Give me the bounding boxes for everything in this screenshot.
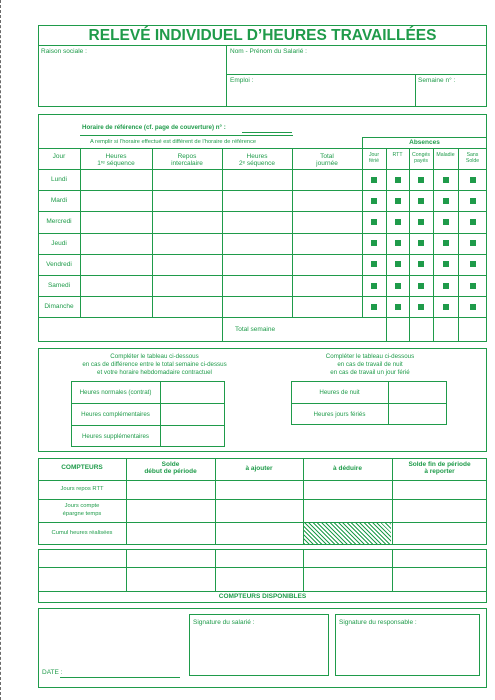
compteur-value-cell[interactable] — [304, 500, 391, 521]
night-holiday-row-label: Heures jours fériés — [313, 411, 366, 418]
absence-checkbox[interactable] — [418, 198, 424, 204]
absence-checkbox[interactable] — [443, 240, 449, 246]
compteurs-disponibles-label: COMPTEURS DISPONIBLES — [218, 593, 307, 600]
hours-cell[interactable] — [223, 234, 291, 253]
compteur-value-cell[interactable] — [216, 500, 302, 521]
hours-cell[interactable] — [81, 191, 151, 210]
absence-col-header: Maladie — [436, 152, 455, 158]
hours-cell[interactable] — [223, 170, 291, 189]
horaire-note: A remplir si l’horaire effectué est différent de l’horaire de référence — [90, 139, 257, 145]
difference-row-label: Heures normales (contrat) — [79, 389, 152, 396]
hours-cell[interactable] — [293, 212, 361, 231]
absence-col-header: RTT — [392, 152, 403, 158]
difference-row-label: Heures supplémentaires — [81, 433, 150, 440]
horaire-reference-field[interactable] — [242, 132, 292, 133]
nom-prenom-field[interactable] — [320, 47, 485, 72]
hours-cell[interactable] — [293, 191, 361, 210]
solde-fin-header: Solde fin de période — [408, 461, 471, 468]
nom-prenom-label: Nom - Prénom du Salarié : — [230, 48, 307, 55]
difference-intro-left: Compléter le tableau ci-dessous — [110, 353, 199, 360]
absence-checkbox[interactable] — [470, 283, 476, 289]
compteur-row-label: Jours repos RTT — [60, 485, 104, 492]
day-label: Jeudi — [51, 239, 67, 247]
hours-cell[interactable] — [223, 191, 291, 210]
compteur-row-label: épargne temps — [62, 510, 102, 517]
absence-checkbox[interactable] — [443, 283, 449, 289]
difference-intro-left: et votre horaire hebdomadaire contractuel — [97, 369, 212, 376]
hours-cell[interactable] — [153, 170, 221, 189]
night-holiday-value-cell[interactable] — [389, 404, 446, 424]
absence-checkbox[interactable] — [418, 261, 424, 267]
absence-checkbox[interactable] — [395, 177, 401, 183]
day-label: Dimanche — [44, 303, 74, 311]
page-title: RELEVÉ INDIVIDUEL D’HEURES TRAVAILLÉES — [88, 27, 437, 44]
hours-cell[interactable] — [81, 297, 151, 316]
absences-header: Absences — [409, 139, 440, 146]
absence-checkbox[interactable] — [418, 304, 424, 310]
difference-value-cell[interactable] — [161, 426, 224, 446]
night-holiday-value-cell[interactable] — [389, 382, 446, 402]
absence-checkbox[interactable] — [418, 219, 424, 225]
day-label: Vendredi — [46, 260, 72, 268]
hours-cell[interactable] — [293, 276, 361, 295]
hours-cell[interactable] — [293, 170, 361, 189]
solde-fin-header-sub: à reporter — [424, 468, 455, 475]
compteur-value-cell[interactable] — [216, 523, 302, 544]
hours-cell[interactable] — [223, 276, 291, 295]
difference-value-cell[interactable] — [161, 404, 224, 424]
absence-checkbox[interactable] — [395, 240, 401, 246]
absence-checkbox[interactable] — [443, 219, 449, 225]
emploi-field[interactable] — [258, 76, 413, 105]
hours-cell[interactable] — [81, 276, 151, 295]
raison-sociale-label: Raison sociale : — [41, 48, 87, 55]
hours-cell[interactable] — [293, 297, 361, 316]
absence-checkbox[interactable] — [371, 240, 377, 246]
hours-cell[interactable] — [153, 255, 221, 274]
compteur-row-label: Jours compte — [64, 503, 100, 509]
absence-checkbox[interactable] — [470, 219, 476, 225]
compteur-value-cell[interactable] — [304, 481, 391, 498]
absence-checkbox[interactable] — [443, 177, 449, 183]
compteur-row-label: Cumul heures réalisées — [51, 529, 113, 536]
absence-checkbox[interactable] — [371, 283, 377, 289]
absence-checkbox[interactable] — [395, 261, 401, 267]
total-semaine-label: Total semaine — [235, 326, 276, 333]
hours-cell[interactable] — [153, 276, 221, 295]
hours-cell[interactable] — [293, 234, 361, 253]
hours-cell[interactable] — [153, 191, 221, 210]
signature-salarie-label: Signature du salarié : — [193, 619, 255, 626]
hours-cell[interactable] — [153, 212, 221, 231]
difference-intro-right: Compléter le tableau ci-dessous — [325, 353, 415, 360]
hours-cell[interactable] — [223, 212, 291, 231]
semaine-label: Semaine n° : — [418, 77, 456, 84]
hours-cell[interactable] — [81, 255, 151, 274]
night-holiday-row-label: Heures de nuit — [319, 389, 360, 396]
col-jour-header: Jour — [52, 153, 66, 160]
absence-col-header: Jour — [368, 152, 380, 158]
compteur-value-cell[interactable] — [393, 481, 486, 498]
compteur-value-cell[interactable] — [393, 523, 486, 544]
cumul-deduire-hatched-cell — [304, 523, 391, 544]
absence-col-header-sub: Solde — [465, 158, 480, 164]
absence-checkbox[interactable] — [371, 219, 377, 225]
absence-checkbox[interactable] — [371, 261, 377, 267]
absence-checkbox[interactable] — [418, 240, 424, 246]
absence-checkbox[interactable] — [443, 304, 449, 310]
solde-debut-header-sub: début de période — [144, 468, 197, 475]
horaire-reference-label: Horaire de référence (cf. page de couverture) n° : — [82, 124, 226, 131]
absence-checkbox[interactable] — [395, 304, 401, 310]
total-semaine-field[interactable] — [293, 318, 361, 338]
absence-checkbox[interactable] — [470, 261, 476, 267]
difference-intro-right: en cas de travail de nuit — [337, 361, 403, 368]
absence-checkbox[interactable] — [418, 177, 424, 183]
absence-checkbox[interactable] — [395, 219, 401, 225]
absence-checkbox[interactable] — [395, 283, 401, 289]
hours-cell[interactable] — [223, 297, 291, 316]
day-label: Mardi — [50, 197, 68, 205]
compteurs-header: COMPTEURS — [61, 464, 103, 471]
absence-checkbox[interactable] — [443, 198, 449, 204]
compteur-value-cell[interactable] — [393, 500, 486, 521]
absence-checkbox[interactable] — [470, 198, 476, 204]
absence-col-header: Congés — [412, 152, 430, 158]
difference-value-cell[interactable] — [161, 382, 224, 402]
absence-checkbox[interactable] — [470, 177, 476, 183]
difference-intro-right: en cas de travail un jour férié — [330, 369, 410, 376]
compteur-value-cell[interactable] — [216, 481, 302, 498]
hours-cell[interactable] — [153, 297, 221, 316]
deduire-header: à déduire — [333, 465, 362, 472]
absence-checkbox[interactable] — [418, 283, 424, 289]
day-label: Lundi — [51, 176, 67, 183]
absence-col-header: Sans — [466, 152, 479, 158]
absence-checkbox[interactable] — [470, 240, 476, 246]
semaine-field[interactable] — [460, 76, 485, 105]
absence-checkbox[interactable] — [371, 304, 377, 310]
ajouter-header: à ajouter — [245, 465, 273, 472]
difference-row-label: Heures complémentaires — [81, 411, 150, 418]
day-label: Mercredi — [46, 218, 72, 226]
date-label: DATE : — [42, 669, 63, 676]
hours-cell[interactable] — [81, 234, 151, 253]
emploi-label: Emploi : — [230, 77, 254, 84]
absence-checkbox[interactable] — [371, 177, 377, 183]
day-label: Samedi — [47, 282, 71, 289]
compteur-value-cell[interactable] — [127, 523, 214, 544]
perforation-line — [0, 0, 1, 700]
hours-cell[interactable] — [81, 170, 151, 189]
difference-intro-left: en cas de différence entre le total semaine ci-dessus — [82, 361, 227, 368]
absence-checkbox[interactable] — [395, 198, 401, 204]
absence-col-header-sub: payés — [414, 158, 428, 164]
absence-col-header-sub: férié — [368, 158, 380, 164]
compteur-value-cell[interactable] — [127, 481, 214, 498]
hours-cell[interactable] — [223, 255, 291, 274]
solde-debut-header: Solde — [161, 461, 180, 468]
compteur-value-cell[interactable] — [127, 500, 214, 521]
hours-cell[interactable] — [293, 255, 361, 274]
hours-cell[interactable] — [81, 212, 151, 231]
date-field[interactable] — [60, 677, 180, 678]
absence-checkbox[interactable] — [470, 304, 476, 310]
signature-responsable-label: Signature du responsable : — [339, 619, 417, 626]
hours-cell[interactable] — [153, 234, 221, 253]
absence-checkbox[interactable] — [371, 198, 377, 204]
absence-checkbox[interactable] — [443, 261, 449, 267]
